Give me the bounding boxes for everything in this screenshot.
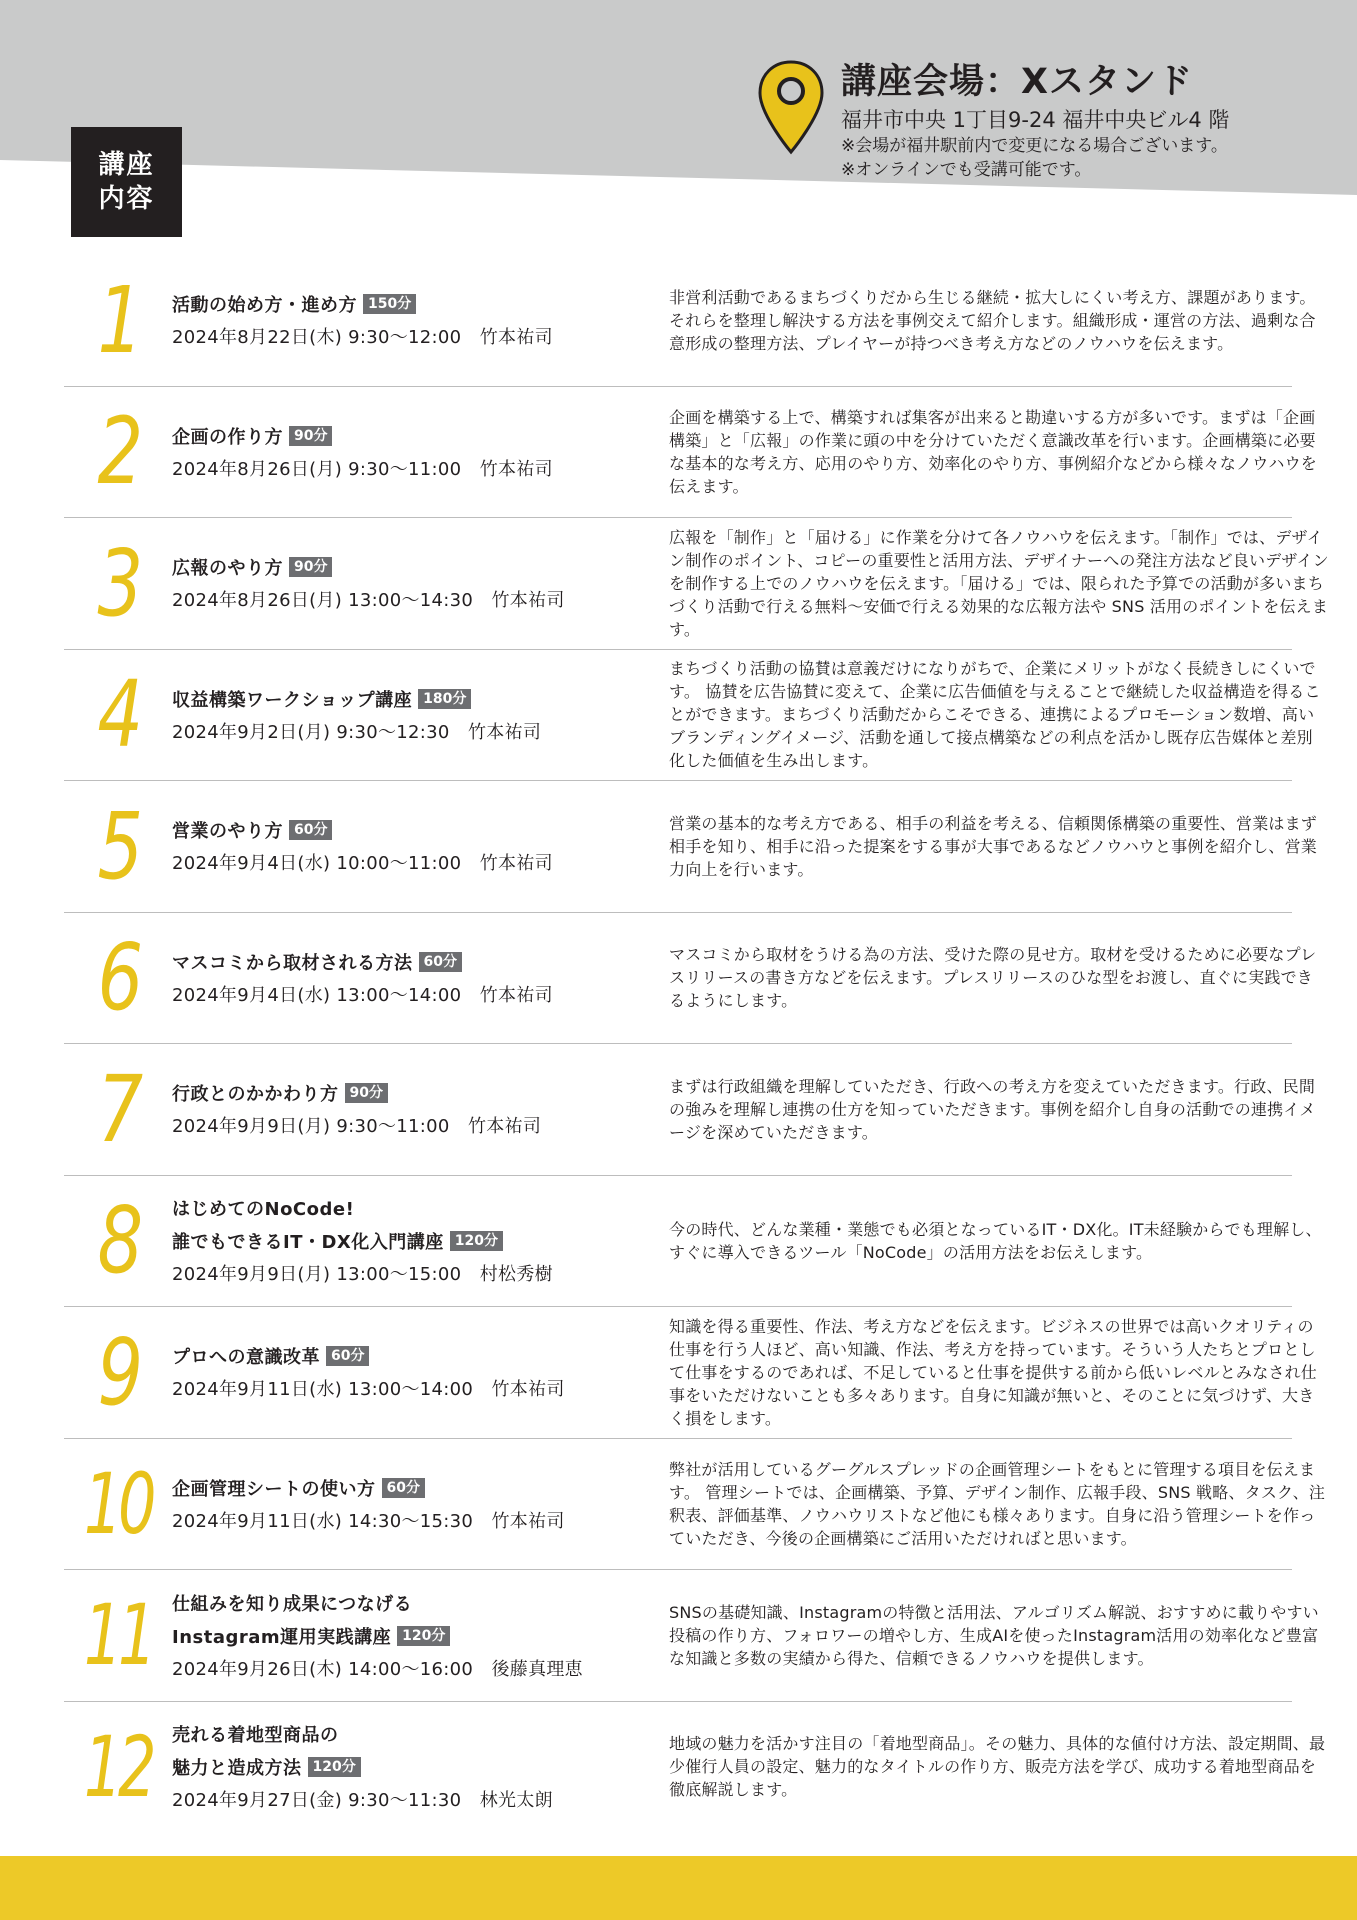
- course-description-text: SNSの基礎知識、Instagramの特徴と活用法、アルゴリズム解説、おすすめに載りやすい投稿の作り方、フォロワーの増やし方、生成AIを使ったInstagram活用の効率化など豊富な知識と多数の実績から得た、信頼できるノウハウを提供します。: [669, 1602, 1319, 1668]
- course-main: [172, 518, 712, 648]
- venue-title: 講座会場：Xスタンド: [841, 62, 1193, 102]
- duration-badge: 120分: [308, 1757, 361, 1777]
- course-number: 1: [97, 266, 139, 374]
- course-schedule: 2024年9月9日(月) 13:00〜15:00 村松秀樹: [172, 1264, 553, 1285]
- course-description: [669, 650, 1329, 780]
- course-title: [172, 1193, 712, 1259]
- course-schedule: 2024年9月4日(水) 10:00〜11:00 竹本祐司: [172, 853, 553, 874]
- course-title-text: はじめてのNoCode!: [172, 1199, 355, 1220]
- course-number: 7: [97, 1055, 139, 1163]
- duration-badge: 120分: [450, 1231, 503, 1251]
- course-title-line: [172, 1193, 712, 1226]
- course-title-line: [172, 1341, 712, 1374]
- course-list: [64, 255, 1329, 1833]
- course-main: [172, 1307, 712, 1437]
- venue-address: 福井市中央 1丁目9-24 福井中央ビル4 階: [841, 108, 1230, 132]
- course-title-text: 魅力と造成方法: [172, 1758, 302, 1779]
- course-row: [64, 1702, 1326, 1834]
- course-title-text: マスコミから取材される方法: [172, 952, 413, 974]
- course-description: [669, 913, 1329, 1043]
- course-schedule: 2024年9月9日(月) 9:30〜11:00 竹本祐司: [172, 1116, 542, 1137]
- course-row: [64, 781, 1318, 913]
- duration-badge: 90分: [289, 426, 332, 446]
- course-title-text: プロへの意識改革: [172, 1347, 320, 1368]
- course-title-line: [172, 1473, 712, 1506]
- course-number: 6: [97, 924, 139, 1031]
- course-title-text: 行政とのかかわり方: [172, 1084, 339, 1105]
- course-row: [64, 1307, 1318, 1439]
- course-main: [172, 650, 712, 780]
- course-description: [669, 518, 1329, 648]
- course-description: [669, 781, 1329, 911]
- course-title: [172, 815, 712, 848]
- course-main: [172, 387, 712, 517]
- duration-badge: 60分: [326, 1346, 369, 1366]
- course-title: [172, 1719, 712, 1785]
- course-title-text: 活動の始め方・進め方: [172, 295, 357, 316]
- course-description: [669, 1176, 1329, 1306]
- venue-note-relocation: ※会場が福井駅前内で変更になる場合ございます。: [841, 136, 1228, 156]
- course-row: [64, 255, 1316, 387]
- course-main: [172, 255, 712, 385]
- course-title-line: [172, 684, 712, 717]
- course-title-line: [172, 1226, 712, 1259]
- course-title-line: [172, 552, 712, 585]
- course-schedule: 2024年9月2日(月) 9:30〜12:30 竹本祐司: [172, 721, 542, 743]
- course-number: 11: [83, 1586, 153, 1684]
- course-number: 12: [83, 1717, 153, 1816]
- course-number: 9: [97, 1318, 139, 1426]
- course-title-text: 売れる着地型商品の: [172, 1725, 339, 1746]
- course-description: [669, 1570, 1329, 1700]
- course-description-text: まずは行政組織を理解していただき、行政への考え方を変えていただきます。行政、民間の強みを理解し連携の仕方を知っていただきます。事例を紹介し自身の活動での連携イメージを深めていただきます。: [669, 1076, 1316, 1142]
- course-title: [172, 289, 712, 322]
- course-title-text: 企画管理シートの使い方: [172, 1478, 376, 1500]
- course-title: [172, 684, 712, 717]
- course-main: [172, 1176, 712, 1306]
- section-tag: [71, 127, 182, 237]
- course-title: [172, 1078, 712, 1111]
- course-schedule: 2024年8月26日(月) 13:00〜14:30 竹本祐司: [172, 590, 565, 611]
- course-schedule: 2024年9月27日(金) 9:30〜11:30 林光太朗: [172, 1790, 553, 1811]
- course-schedule: 2024年9月11日(水) 14:30〜15:30 竹本祐司: [172, 1510, 565, 1532]
- course-main: [172, 1439, 712, 1569]
- course-number: 10: [83, 1454, 153, 1553]
- course-title: [172, 1341, 712, 1374]
- venue-note-online: ※オンラインでも受講可能です。: [841, 160, 1092, 180]
- course-title: [172, 1588, 712, 1654]
- course-main: [172, 1570, 712, 1700]
- course-description-text: 営業の基本的な考え方である、相手の利益を考える、信頼関係構築の重要性、営業はまず相手を知り、相手に沿った提案をする事が大事であるなどノウハウと事例を紹介し、営業力向上を行います。: [669, 813, 1318, 879]
- course-schedule: 2024年9月26日(木) 14:00〜16:00 後藤真理恵: [172, 1658, 583, 1680]
- course-title-line: [172, 1588, 712, 1621]
- course-row: [64, 387, 1318, 519]
- course-title-text: 広報のやり方: [172, 558, 283, 579]
- course-title-line: [172, 1621, 712, 1654]
- course-row: [64, 913, 1317, 1045]
- course-schedule: 2024年8月22日(木) 9:30〜12:00 竹本祐司: [172, 327, 553, 348]
- course-number: 2: [97, 398, 139, 505]
- course-description-text: 広報を「制作」と「届ける」に作業を分けて各ノウハウを伝えます。「制作」では、デザイン制作のポイント、コピーの重要性と活用方法、デザイナーへの発注方法など良いデザインを制作する上でのノウハウを伝えます。「届ける」では、限られた予算での活動が多いまちづくり活動で行える無料〜安価で行える効果的な広報方法や SNS 活用のポイントを伝えます。: [669, 527, 1329, 639]
- course-title-line: [172, 947, 712, 980]
- footer-bar: [0, 1856, 1357, 1920]
- course-description-text: 弊社が活用しているグーグルスプレッドの企画管理シートをもとに管理する項目を伝えます。 管理シートでは、企画構築、予算、デザイン制作、広報手段、SNS 戦略、タスク、注釈表、評価基準、ノウハウリストなど他にも様々あります。自身に沿う管理シートを作っていただき、今後の企画構築にご活用いただければと思います。: [669, 1459, 1326, 1548]
- course-description: [669, 1044, 1329, 1174]
- course-schedule: 2024年9月4日(水) 13:00〜14:00 竹本祐司: [172, 984, 553, 1006]
- course-description-text: 企画を構築する上で、構築すれば集客が出来ると勘違いする方が多いです。まずは「企画構築」と「広報」の作業に頭の中を分けていただく意識改革を行います。企画構築に必要な基本的な考え方、応用のやり方、効率化のやり方、事例紹介などから様々なノウハウを伝えます。: [669, 407, 1318, 496]
- course-description-text: まちづくり活動の協賛は意義だけになりがちで、企業にメリットがなく長続きしにくいです。 協賛を広告協賛に変えて、企業に広告価値を与えることで継続した収益構造を得ることができます。まちづくり活動だからこそできる、連携によるプロモーション数増、高いブランディングイメージ、活動を通して接点構築などの利点を活かし既存広告媒体と差別化した価値を生み出します。: [669, 659, 1321, 770]
- duration-badge: 90分: [345, 1083, 388, 1103]
- course-row: [64, 1570, 1319, 1702]
- course-title: [172, 552, 712, 585]
- course-title-text: 収益構築ワークショップ講座: [172, 689, 413, 711]
- course-number: 3: [97, 529, 139, 637]
- section-tag-line2: 内容: [98, 184, 155, 214]
- duration-badge: 60分: [419, 952, 462, 972]
- course-title-text: 企画の作り方: [172, 426, 283, 448]
- course-title-text: Instagram運用実践講座: [172, 1626, 392, 1648]
- course-title-text: 営業のやり方: [172, 821, 283, 842]
- course-schedule: 2024年9月11日(水) 13:00〜14:00 竹本祐司: [172, 1379, 565, 1400]
- course-title-line: [172, 1719, 712, 1752]
- course-number: 4: [97, 661, 139, 768]
- course-description: [669, 1702, 1329, 1832]
- course-title-line: [172, 289, 712, 322]
- course-title-line: [172, 815, 712, 848]
- duration-badge: 60分: [289, 820, 332, 840]
- section-tag-line1: 講座: [98, 150, 155, 180]
- duration-badge: 60分: [382, 1478, 425, 1498]
- course-description: [669, 255, 1329, 385]
- course-description-text: 今の時代、どんな業種・業態でも必須となっているIT・DX化。IT未経験からでも理解し、すぐに導入できるツール「NoCode」の活用方法をお伝えします。: [669, 1219, 1322, 1262]
- course-title-line: [172, 1078, 712, 1111]
- course-title-line: [172, 1752, 712, 1785]
- duration-badge: 150分: [363, 294, 416, 314]
- course-title: [172, 947, 712, 980]
- course-main: [172, 781, 712, 911]
- course-title-line: [172, 421, 712, 454]
- course-title-text: 仕組みを知り成果につなげる: [172, 1593, 413, 1615]
- course-number: 8: [97, 1187, 139, 1294]
- course-description-text: マスコミから取材をうける為の方法、受けた際の見せ方。取材を受けるために必要なプレスリリースの書き方などを伝えます。プレスリリースのひな型をお渡し、直ぐに実践できるようにします。: [669, 945, 1317, 1010]
- duration-badge: 120分: [397, 1626, 450, 1646]
- map-pin-icon: [757, 60, 825, 156]
- course-number: 5: [97, 792, 139, 900]
- course-description: [669, 1307, 1329, 1437]
- course-row: [64, 1044, 1316, 1176]
- course-row: [64, 1439, 1326, 1571]
- course-title-text: 誰でもできるIT・DX化入門講座: [172, 1232, 444, 1253]
- course-description: [669, 1439, 1329, 1569]
- course-title: [172, 421, 712, 454]
- course-description-text: 地域の魅力を活かす注目の「着地型商品」。その魅力、具体的な値付け方法、設定期間、最少催行人員の設定、魅力的なタイトルの作り方、販売方法を学び、成功する着地型商品を徹底解説します。: [669, 1734, 1326, 1799]
- course-schedule: 2024年8月26日(月) 9:30〜11:00 竹本祐司: [172, 458, 553, 480]
- course-row: [64, 650, 1321, 782]
- duration-badge: 90分: [289, 557, 332, 577]
- course-title: [172, 1473, 712, 1506]
- course-description-text: 知識を得る重要性、作法、考え方などを伝えます。ビジネスの世界では高いクオリティの仕事を行う人ほど、高い知識、作法、考え方を持っています。そういう人たちとプロとして仕事をするのであれば、不足していると仕事を提供する前から低いレベルとみなされ仕事をいただけないことも多々あります。自身に知識が無いと、そのことに気づけず、大きく損をします。: [669, 1316, 1318, 1428]
- course-main: [172, 1702, 712, 1832]
- duration-badge: 180分: [418, 689, 471, 709]
- course-description-text: 非営利活動であるまちづくりだから生じる継続・拡大しにくい考え方、課題があります。それらを整理し解決する方法を事例交えて紹介します。組織形成・運営の方法、過剰な合意形成の整理方法、プレイヤーが持つべき考え方などのノウハウを伝えます。: [669, 287, 1316, 353]
- course-description: [669, 387, 1329, 517]
- course-row: [64, 518, 1329, 650]
- course-row: [64, 1176, 1322, 1308]
- course-main: [172, 1044, 712, 1174]
- course-main: [172, 913, 712, 1043]
- venue-text: [841, 58, 1341, 182]
